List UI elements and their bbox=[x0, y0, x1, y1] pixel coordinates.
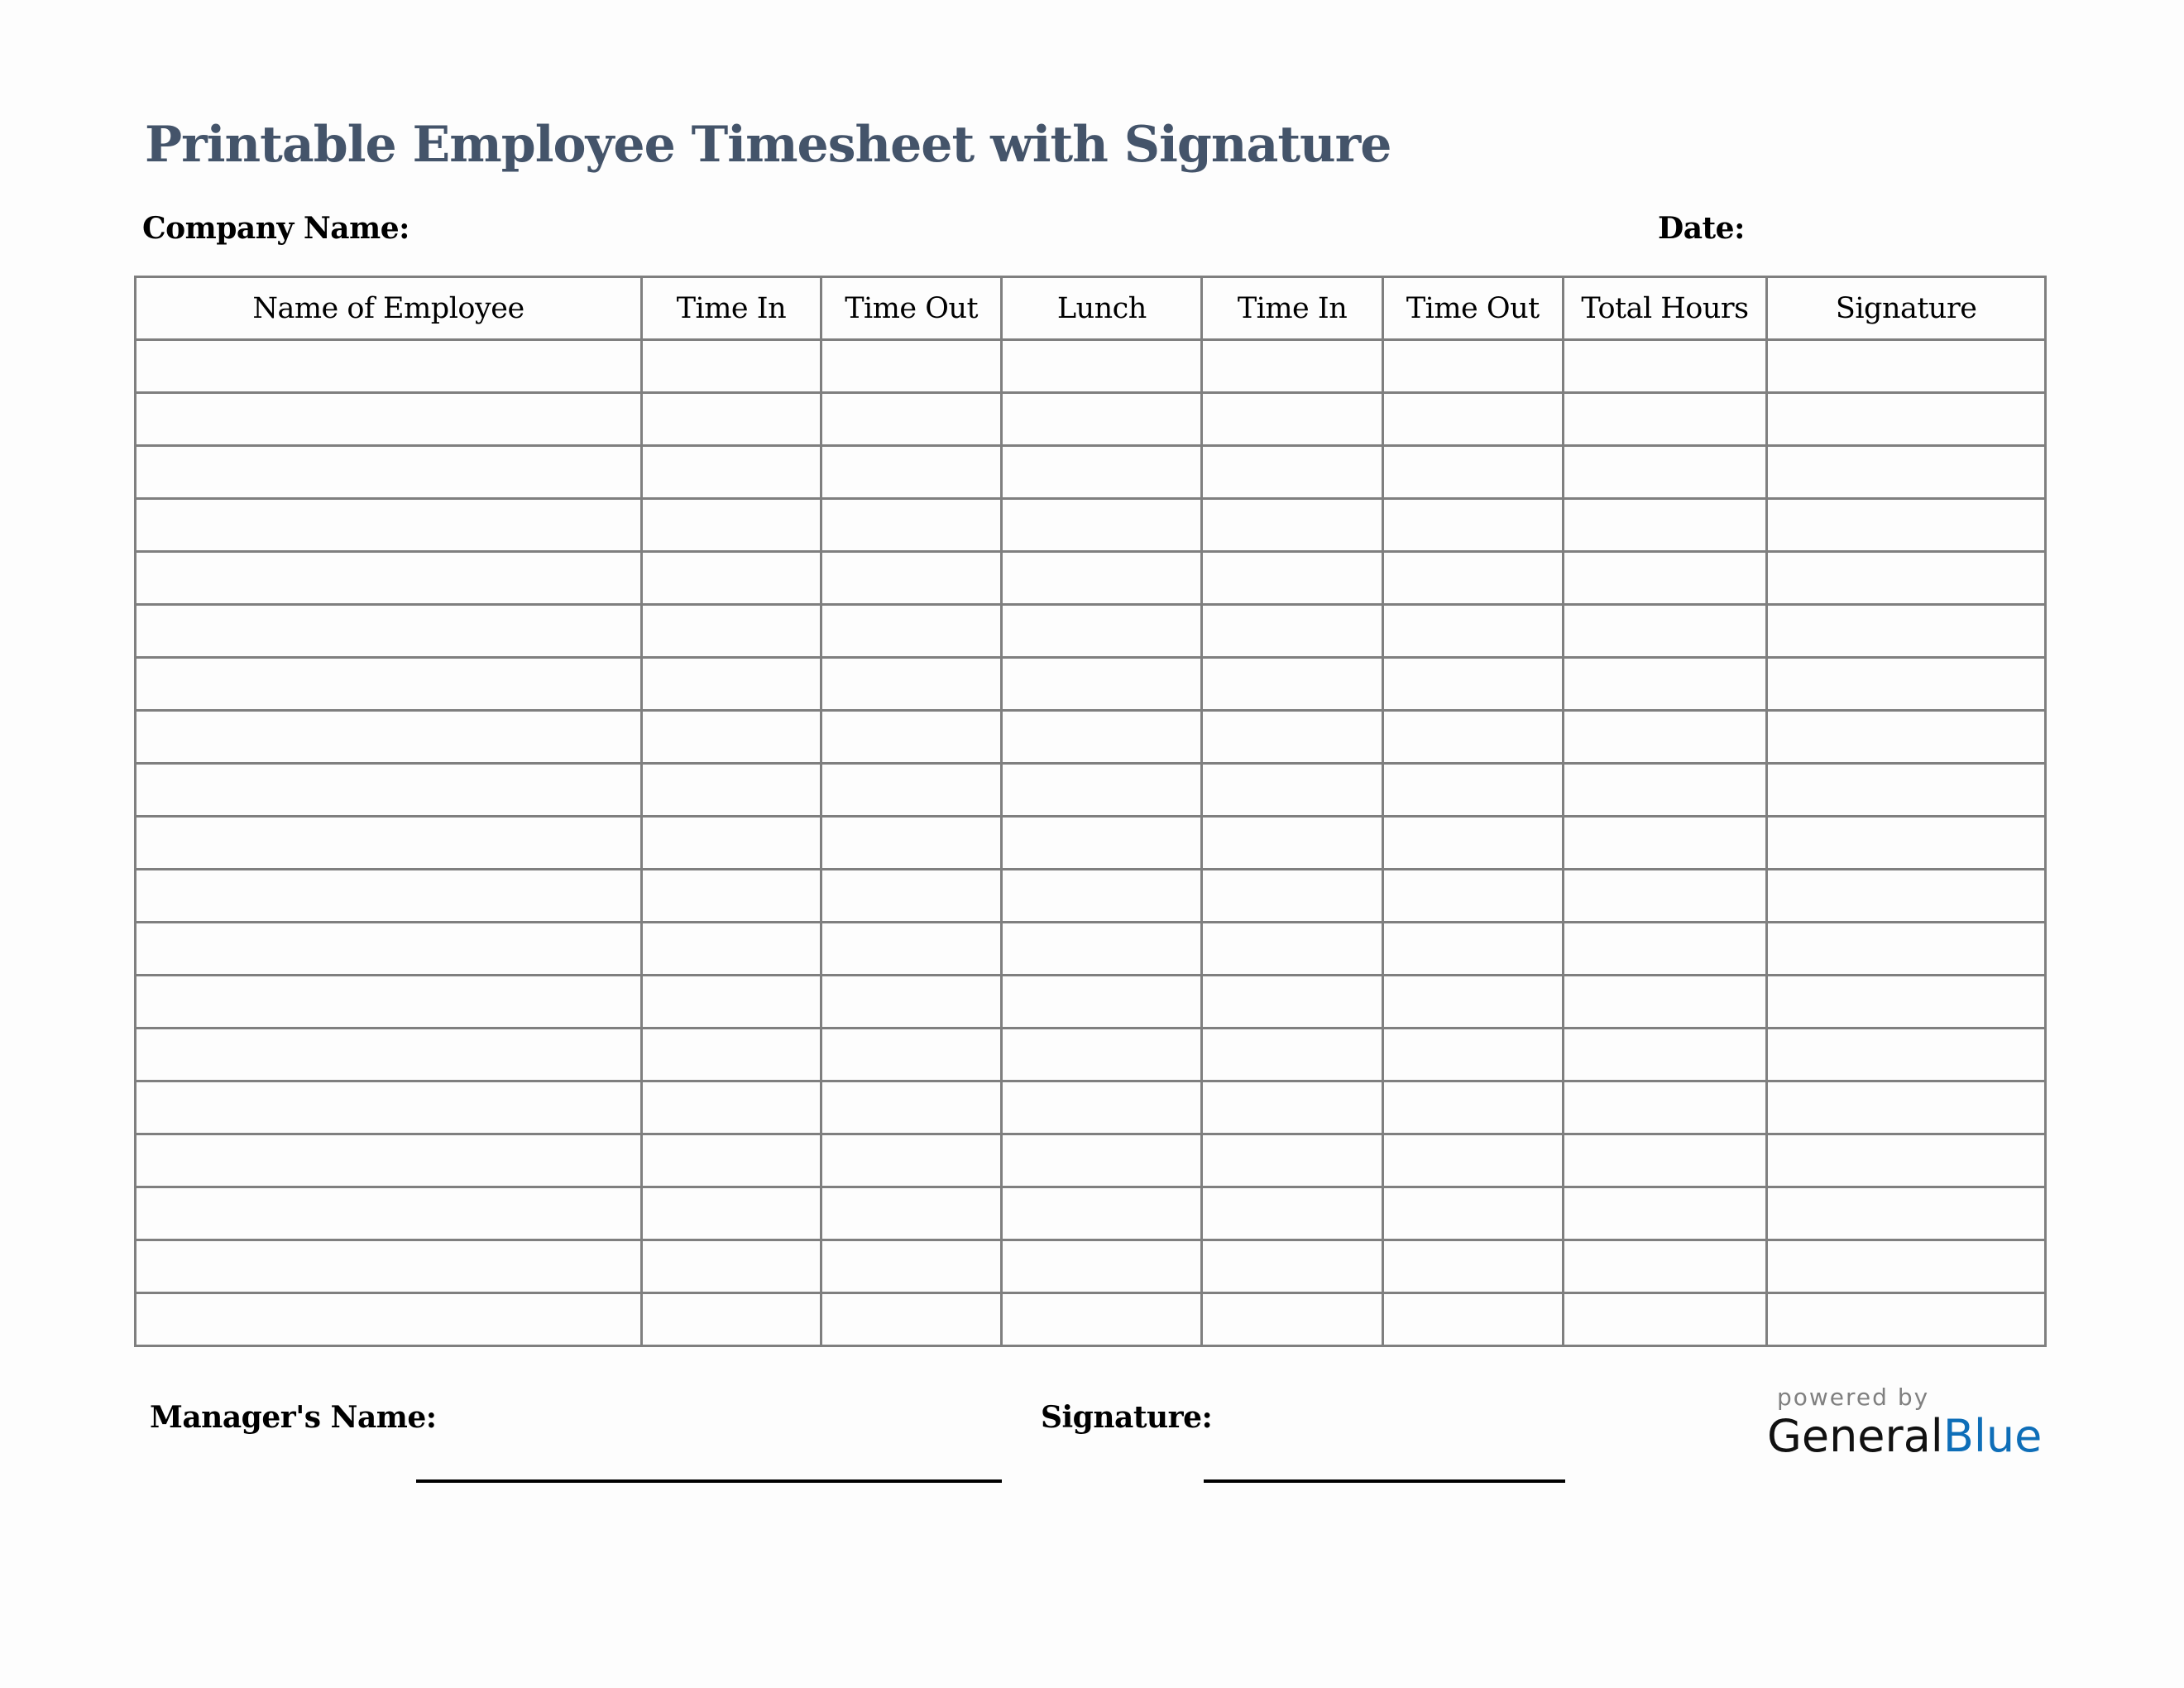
table-cell[interactable] bbox=[1002, 552, 1202, 605]
table-body bbox=[136, 340, 2046, 1346]
table-row bbox=[136, 552, 2046, 605]
table-cell[interactable] bbox=[1002, 605, 1202, 658]
table-cell[interactable] bbox=[821, 1293, 1002, 1346]
table-cell[interactable] bbox=[1002, 658, 1202, 711]
table-cell[interactable] bbox=[1382, 711, 1563, 764]
table-cell[interactable] bbox=[1202, 764, 1383, 817]
table-cell[interactable] bbox=[1002, 340, 1202, 393]
table-cell[interactable] bbox=[1002, 446, 1202, 499]
table-cell[interactable] bbox=[1382, 1240, 1563, 1293]
table-cell[interactable] bbox=[1767, 923, 2046, 976]
table-cell[interactable] bbox=[1002, 1081, 1202, 1134]
table-cell[interactable] bbox=[642, 499, 821, 552]
table-cell[interactable] bbox=[821, 1081, 1002, 1134]
table-cell[interactable] bbox=[1002, 976, 1202, 1029]
table-cell[interactable] bbox=[136, 1240, 642, 1293]
table-cell[interactable] bbox=[1382, 764, 1563, 817]
table-cell[interactable] bbox=[1382, 976, 1563, 1029]
table-cell[interactable] bbox=[1767, 1240, 2046, 1293]
table-row bbox=[136, 1240, 2046, 1293]
column-header-time-out-2: Time Out bbox=[1382, 277, 1563, 340]
table-row bbox=[136, 340, 2046, 393]
table-cell[interactable] bbox=[1002, 711, 1202, 764]
table-cell[interactable] bbox=[642, 1081, 821, 1134]
table-cell[interactable] bbox=[1202, 1240, 1383, 1293]
table-cell[interactable] bbox=[1767, 393, 2046, 446]
table-cell[interactable] bbox=[642, 817, 821, 870]
table-cell[interactable] bbox=[1563, 1134, 1767, 1187]
table-cell[interactable] bbox=[642, 446, 821, 499]
table-cell[interactable] bbox=[1767, 1081, 2046, 1134]
table-cell[interactable] bbox=[136, 1134, 642, 1187]
table-cell[interactable] bbox=[1202, 923, 1383, 976]
table-row bbox=[136, 1187, 2046, 1240]
table-cell[interactable] bbox=[1382, 1293, 1563, 1346]
table-cell[interactable] bbox=[1202, 393, 1383, 446]
table-cell[interactable] bbox=[1563, 340, 1767, 393]
date-label: Date: bbox=[1658, 211, 1745, 246]
table-cell[interactable] bbox=[1202, 870, 1383, 923]
table-cell[interactable] bbox=[1563, 923, 1767, 976]
table-cell[interactable] bbox=[1767, 552, 2046, 605]
table-cell[interactable] bbox=[1202, 1293, 1383, 1346]
table-cell[interactable] bbox=[642, 870, 821, 923]
table-cell[interactable] bbox=[642, 552, 821, 605]
table-cell[interactable] bbox=[1563, 1240, 1767, 1293]
table-cell[interactable] bbox=[821, 393, 1002, 446]
table-cell[interactable] bbox=[136, 1029, 642, 1081]
table-cell[interactable] bbox=[821, 658, 1002, 711]
table-cell[interactable] bbox=[1767, 764, 2046, 817]
table-cell[interactable] bbox=[821, 711, 1002, 764]
table-cell[interactable] bbox=[1202, 1134, 1383, 1187]
table-cell[interactable] bbox=[1563, 1293, 1767, 1346]
table-cell[interactable] bbox=[1002, 1134, 1202, 1187]
table-cell[interactable] bbox=[1767, 1134, 2046, 1187]
table-cell[interactable] bbox=[1767, 1187, 2046, 1240]
table-cell[interactable] bbox=[1382, 393, 1563, 446]
table-cell[interactable] bbox=[1202, 711, 1383, 764]
table-cell[interactable] bbox=[1382, 552, 1563, 605]
table-cell[interactable] bbox=[1002, 764, 1202, 817]
table-cell[interactable] bbox=[1767, 1293, 2046, 1346]
signature-line[interactable] bbox=[1204, 1479, 1565, 1483]
table-cell[interactable] bbox=[1563, 764, 1767, 817]
table-cell[interactable] bbox=[136, 976, 642, 1029]
table-cell[interactable] bbox=[821, 446, 1002, 499]
table-cell[interactable] bbox=[821, 1240, 1002, 1293]
table-cell[interactable] bbox=[1202, 1187, 1383, 1240]
table-cell[interactable] bbox=[1767, 711, 2046, 764]
table-cell[interactable] bbox=[1382, 1081, 1563, 1134]
table-row bbox=[136, 1293, 2046, 1346]
table-cell[interactable] bbox=[642, 658, 821, 711]
table-row bbox=[136, 870, 2046, 923]
table-cell[interactable] bbox=[821, 870, 1002, 923]
generalblue-logo bbox=[1767, 1410, 2042, 1462]
table-cell[interactable] bbox=[136, 923, 642, 976]
table-cell[interactable] bbox=[1202, 605, 1383, 658]
table-row bbox=[136, 976, 2046, 1029]
table-cell[interactable] bbox=[136, 393, 642, 446]
table-row bbox=[136, 1134, 2046, 1187]
table-row bbox=[136, 1081, 2046, 1134]
table-cell[interactable] bbox=[1563, 1081, 1767, 1134]
table-cell[interactable] bbox=[1382, 446, 1563, 499]
column-header-total-hours: Total Hours bbox=[1563, 277, 1767, 340]
table-row bbox=[136, 658, 2046, 711]
table-cell[interactable] bbox=[1002, 923, 1202, 976]
table-cell[interactable] bbox=[1382, 1134, 1563, 1187]
table-row bbox=[136, 711, 2046, 764]
table-cell[interactable] bbox=[136, 340, 642, 393]
table-cell[interactable] bbox=[1563, 658, 1767, 711]
column-header-signature: Signature bbox=[1767, 277, 2046, 340]
table-cell[interactable] bbox=[136, 499, 642, 552]
column-header-time-in-2: Time In bbox=[1202, 277, 1383, 340]
logo-blue: Blue bbox=[1942, 1410, 2043, 1462]
table-cell[interactable] bbox=[1382, 499, 1563, 552]
table-cell[interactable] bbox=[1202, 658, 1383, 711]
table-cell[interactable] bbox=[821, 605, 1002, 658]
table-cell[interactable] bbox=[1202, 1081, 1383, 1134]
column-header-time-in: Time In bbox=[642, 277, 821, 340]
table-cell[interactable] bbox=[1767, 605, 2046, 658]
table-cell[interactable] bbox=[1563, 711, 1767, 764]
table-cell[interactable] bbox=[821, 817, 1002, 870]
table-row bbox=[136, 923, 2046, 976]
table-cell[interactable] bbox=[821, 499, 1002, 552]
table-row bbox=[136, 393, 2046, 446]
table-cell[interactable] bbox=[1563, 976, 1767, 1029]
table-cell[interactable] bbox=[1767, 817, 2046, 870]
table-cell[interactable] bbox=[1202, 552, 1383, 605]
table-cell[interactable] bbox=[642, 605, 821, 658]
table-cell[interactable] bbox=[1382, 923, 1563, 976]
table-cell[interactable] bbox=[136, 870, 642, 923]
table-row bbox=[136, 605, 2046, 658]
table-cell[interactable] bbox=[1563, 446, 1767, 499]
table-cell[interactable] bbox=[136, 711, 642, 764]
table-cell[interactable] bbox=[136, 605, 642, 658]
column-header-time-out: Time Out bbox=[821, 277, 1002, 340]
table-cell[interactable] bbox=[136, 817, 642, 870]
table-cell[interactable] bbox=[642, 976, 821, 1029]
table-cell[interactable] bbox=[136, 764, 642, 817]
table-cell[interactable] bbox=[136, 446, 642, 499]
table-cell[interactable] bbox=[1202, 446, 1383, 499]
table-cell[interactable] bbox=[1767, 446, 2046, 499]
table-row bbox=[136, 764, 2046, 817]
logo-general: General bbox=[1767, 1410, 1943, 1462]
table-cell[interactable] bbox=[821, 1134, 1002, 1187]
table-cell[interactable] bbox=[1382, 658, 1563, 711]
table-cell[interactable] bbox=[1767, 870, 2046, 923]
table-cell[interactable] bbox=[821, 1187, 1002, 1240]
table-cell[interactable] bbox=[1563, 1187, 1767, 1240]
table-cell[interactable] bbox=[136, 552, 642, 605]
table-cell[interactable] bbox=[1002, 1293, 1202, 1346]
timesheet-table bbox=[134, 276, 2047, 1347]
manager-name-line[interactable] bbox=[416, 1479, 1002, 1483]
table-cell[interactable] bbox=[1563, 393, 1767, 446]
table-cell[interactable] bbox=[1002, 817, 1202, 870]
table-cell[interactable] bbox=[1767, 1029, 2046, 1081]
table-header-row bbox=[136, 277, 2046, 340]
table-cell[interactable] bbox=[1202, 976, 1383, 1029]
table-cell[interactable] bbox=[642, 923, 821, 976]
table-cell[interactable] bbox=[1002, 1240, 1202, 1293]
table-cell[interactable] bbox=[1202, 817, 1383, 870]
manager-name-label: Manager's Name: bbox=[150, 1400, 437, 1435]
table-cell[interactable] bbox=[1202, 340, 1383, 393]
table-cell[interactable] bbox=[821, 340, 1002, 393]
table-cell[interactable] bbox=[1202, 1029, 1383, 1081]
table-cell[interactable] bbox=[1382, 340, 1563, 393]
table-cell[interactable] bbox=[1563, 870, 1767, 923]
table-cell[interactable] bbox=[1202, 499, 1383, 552]
page-title: Printable Employee Timesheet with Signature bbox=[145, 116, 1391, 174]
table-cell[interactable] bbox=[642, 340, 821, 393]
table-cell[interactable] bbox=[1002, 1029, 1202, 1081]
powered-by-text: powered by bbox=[1777, 1383, 1930, 1411]
table-cell[interactable] bbox=[642, 764, 821, 817]
table-cell[interactable] bbox=[1767, 658, 2046, 711]
table-cell[interactable] bbox=[1002, 499, 1202, 552]
table-cell[interactable] bbox=[1767, 976, 2046, 1029]
table-cell[interactable] bbox=[1767, 340, 2046, 393]
table-cell[interactable] bbox=[1382, 870, 1563, 923]
company-name-label: Company Name: bbox=[142, 211, 410, 246]
table-row bbox=[136, 1029, 2046, 1081]
table-cell[interactable] bbox=[1002, 870, 1202, 923]
table-cell[interactable] bbox=[1563, 1029, 1767, 1081]
table-cell[interactable] bbox=[1382, 817, 1563, 870]
table-cell[interactable] bbox=[821, 976, 1002, 1029]
table-cell[interactable] bbox=[1382, 1029, 1563, 1081]
table-row bbox=[136, 817, 2046, 870]
column-header-name: Name of Employee bbox=[136, 277, 642, 340]
table-cell[interactable] bbox=[642, 1187, 821, 1240]
table-cell[interactable] bbox=[821, 1029, 1002, 1081]
table-cell[interactable] bbox=[642, 711, 821, 764]
table-cell[interactable] bbox=[1002, 393, 1202, 446]
table-cell[interactable] bbox=[1563, 817, 1767, 870]
table-cell[interactable] bbox=[642, 1293, 821, 1346]
table-cell[interactable] bbox=[642, 1240, 821, 1293]
table-cell[interactable] bbox=[642, 1029, 821, 1081]
table-row bbox=[136, 499, 2046, 552]
table-row bbox=[136, 446, 2046, 499]
table-cell[interactable] bbox=[136, 1187, 642, 1240]
table-cell[interactable] bbox=[821, 552, 1002, 605]
table-cell[interactable] bbox=[1563, 499, 1767, 552]
table-cell[interactable] bbox=[136, 1293, 642, 1346]
table-cell[interactable] bbox=[1002, 1187, 1202, 1240]
table-cell[interactable] bbox=[1563, 552, 1767, 605]
table-cell[interactable] bbox=[1767, 499, 2046, 552]
table-cell[interactable] bbox=[821, 764, 1002, 817]
signature-label: Signature: bbox=[1041, 1400, 1213, 1435]
table-cell[interactable] bbox=[136, 1081, 642, 1134]
table-cell[interactable] bbox=[1382, 605, 1563, 658]
table-cell[interactable] bbox=[1382, 1187, 1563, 1240]
table-cell[interactable] bbox=[642, 1134, 821, 1187]
column-header-lunch: Lunch bbox=[1002, 277, 1202, 340]
table-cell[interactable] bbox=[1563, 605, 1767, 658]
table-cell[interactable] bbox=[821, 923, 1002, 976]
table-cell[interactable] bbox=[136, 658, 642, 711]
table-cell[interactable] bbox=[642, 393, 821, 446]
